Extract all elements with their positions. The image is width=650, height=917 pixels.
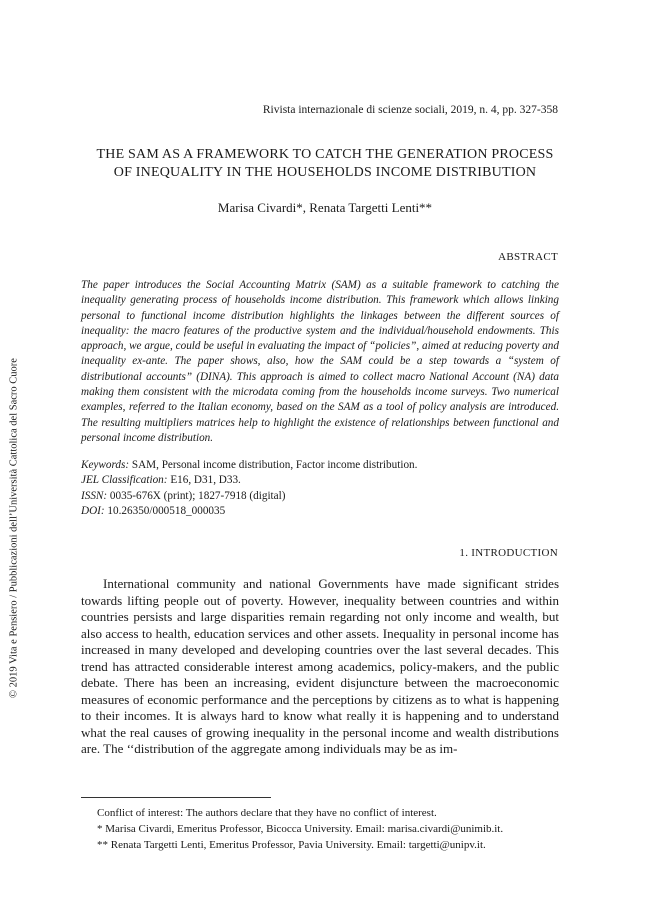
abstract-text: The paper introduces the Social Accounting Matrix (SAM) as a suitable framework to catching the inequality generating process of households income distribution. This framework which allows linking personal to functional income distribution highlights the linkages between the different sources of inequality: the macro features of the productive system and the individual/household endowments. This approach, we argue, could be useful in evaluating the impact of “policies”, aimed at reducing poverty and inequality ex-ante. The paper shows, also, how the SAM could be a step towards a “system of distributional accounts” (DINA). This approach is aimed to collect macro National Account (NA) data making them consistent with the microdata coming from the households income surveys. Two numerical examples, referred to the Italian economy, based on the SAM as a tool of policy analysis are introduced. The resulting multipliers matrices help to highlight the existence of relationships between functional and personal income distribution. xyxy=(81,279,559,444)
keywords-label: Keywords: xyxy=(81,459,130,471)
jel-row xyxy=(81,473,559,488)
journal-citation: Rivista internazionale di scienze sociali, 2019, n. 4, pp. 327-358 xyxy=(262,104,558,116)
copyright-text: © 2019 Vita e Pensiero / Pubblicazioni dell’Università Cattolica del Sacro Cuore xyxy=(8,358,20,698)
jel-value: E16, D31, D33. xyxy=(167,474,241,487)
title-line-1: THE SAM AS A FRAMEWORK TO CATCH THE GENERATION PROCESS xyxy=(96,147,554,162)
footnote-divider xyxy=(81,797,271,798)
keywords-row xyxy=(81,458,559,473)
footnote-author-2: ** Renata Targetti Lenti, Emeritus Professor, Pavia University. Email: targetti@unipv.it. xyxy=(97,839,486,851)
footnotes xyxy=(81,805,571,853)
introduction-heading: 1. INTRODUCTION xyxy=(459,547,558,559)
authors: Marisa Civardi*, Renata Targetti Lenti** xyxy=(217,200,433,215)
issn-label: ISSN: xyxy=(81,489,108,502)
article-metadata xyxy=(81,458,559,519)
doi-value: 10.26350/000518_000035 xyxy=(104,504,226,517)
doi-row xyxy=(81,504,559,519)
doi-label: DOI: xyxy=(81,504,105,517)
introduction-text: International community and national Governments have made significant strides towards lifting people out of poverty. However, inequality between countries and within countries persists and large disparities remain regarding not only income and wealth, but also access to health, education services and other assets. Inequality in personal income has increased in many developed and developing countries over the last several decades. This trend has attracted considerable interest among academics, policy-makers, and the public debate. There has been an increasing, evident disjuncture between the macroeconomic measures of economic performance and the perceptions by citizens as to what is happening to their incomes. It is always hard to know what really it is happening and to understand what the real causes of growing inequality in the personal income and wealth distributions are. The ‘‘distribution of the aggregate among individuals may be as im- xyxy=(81,576,559,756)
footnote-author-1: * Marisa Civardi, Emeritus Professor, Bicocca University. Email: marisa.civardi@unimib.it. xyxy=(97,823,504,835)
footnote-conflict: Conflict of interest: The authors declare that they have no conflict of interest. xyxy=(97,807,437,819)
keywords-value: SAM, Personal income distribution, Factor income distribution. xyxy=(129,459,418,471)
paper-title xyxy=(60,146,590,181)
issn-value: 0035-676X (print); 1827-7918 (digital) xyxy=(107,489,286,502)
issn-row xyxy=(81,489,559,504)
title-line-2: OF INEQUALITY IN THE HOUSEHOLDS INCOME DISTRIBUTION xyxy=(113,164,537,180)
jel-label: JEL Classification: xyxy=(81,474,168,487)
abstract-heading: ABSTRACT xyxy=(498,251,558,263)
